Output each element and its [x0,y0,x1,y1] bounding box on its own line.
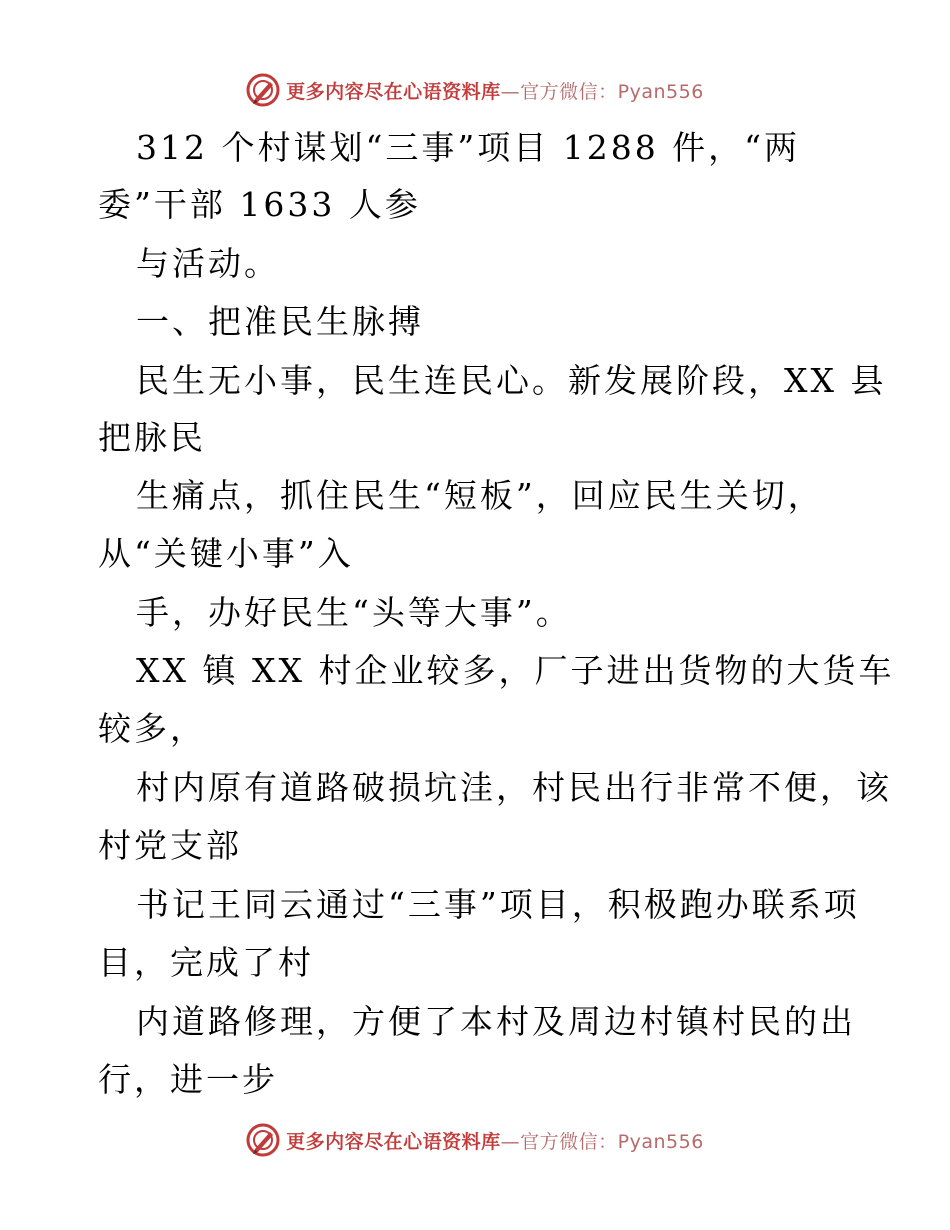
header-watermark [0,70,950,110]
body-line: 村内原有道路破损坑洼，村民出行非常不便，该 [136,768,892,807]
body-line: 生痛点，抓住民生“短板”，回应民生关切， [136,476,824,515]
pen-logo-icon [246,73,280,107]
body-line: 把脉民 [98,418,206,457]
body-line: 行，进一步 [98,1060,278,1099]
section-heading: 一、把准民生脉搏 [136,302,424,341]
body-line: 较多， [98,709,206,748]
header-separator: — [500,80,521,103]
body-line: 委”干部 1633 人参 [98,185,421,224]
body-line: 内道路修理，方便了本村及周边村镇村民的出 [136,1002,856,1041]
pen-logo-icon [246,1123,280,1157]
footer-wechat: 官方微信：Pyan556 [520,1130,704,1153]
body-line: 民生无小事，民生连民心。新发展阶段，XX 县 [136,361,887,400]
body-line: 从“关键小事”入 [98,534,354,573]
body-line: XX 镇 XX 村企业较多，厂子进出货物的大货车 [136,651,895,690]
footer-watermark [0,1120,950,1160]
body-line: 与活动。 [136,244,280,283]
body-line: 312 个村谋划“三事”项目 1288 件，“两 [136,128,801,167]
body-line: 书记王同云通过“三事”项目，积极跑办联系项 [136,885,860,924]
footer-separator: — [500,1130,521,1153]
body-line: 村党支部 [98,826,242,865]
footer-site-name: 更多内容尽在心语资料库 [286,1130,501,1153]
body-line: 手，办好民生“头等大事”。 [136,593,572,632]
header-wechat: 官方微信：Pyan556 [520,80,704,103]
body-line: 目，完成了村 [98,943,314,982]
header-site-name: 更多内容尽在心语资料库 [286,80,501,103]
